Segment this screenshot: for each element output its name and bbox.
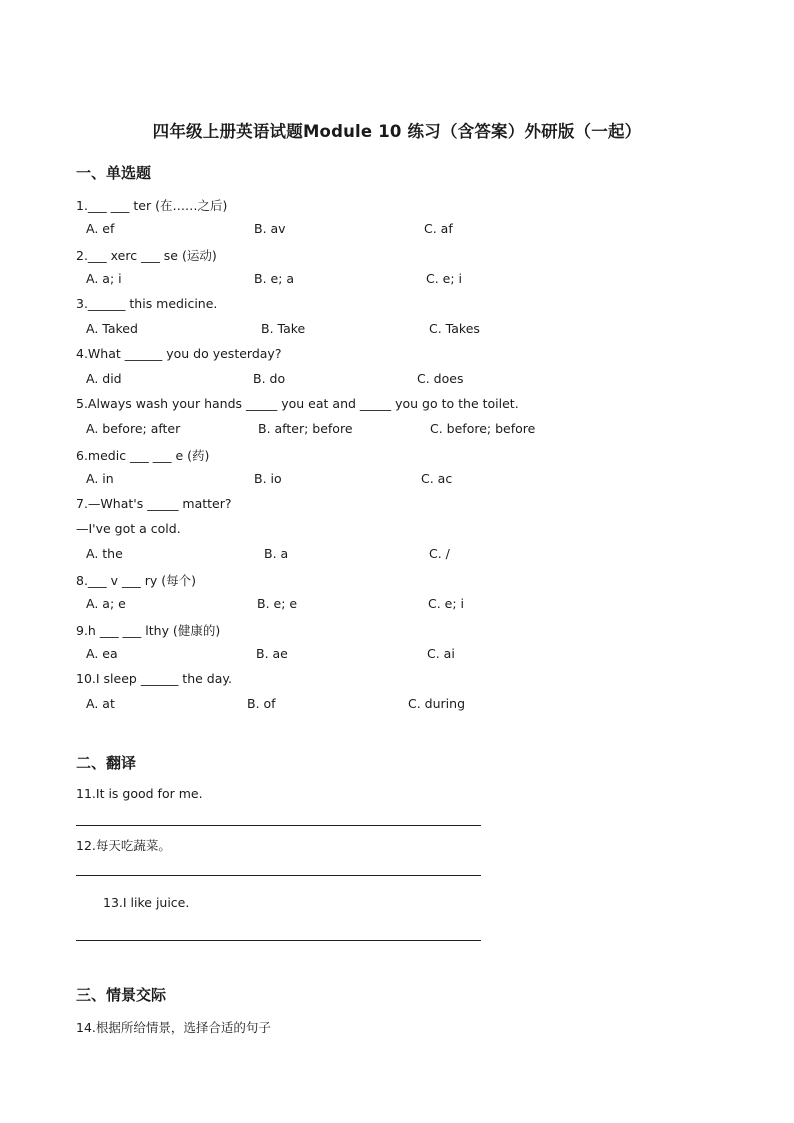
answer-line-13[interactable] [76,940,481,941]
option-b: B. e; a [254,271,295,286]
option-a: A. before; after [86,421,181,436]
section-heading-single-choice: 一、单选题 [76,164,152,182]
option-a: A. a; e [86,596,126,611]
option-b: B. io [254,471,282,486]
answer-line-11[interactable] [76,825,481,826]
page-title: 四年级上册英语试题Module 10 练习（含答案）外研版（一起） [152,122,642,141]
option-b: B. av [254,221,286,236]
option-b: B. do [253,371,286,386]
option-a: A. ef [86,221,115,236]
question-stem: 10.I sleep ______ the day. [76,671,232,686]
option-c: C. ac [421,471,453,486]
option-b: B. ae [256,646,288,661]
option-c: C. during [408,696,466,711]
option-b: B. a [264,546,289,561]
question-stem: 4.What ______ you do yesterday? [76,346,282,361]
option-c: C. e; i [428,596,465,611]
translation-item-11: 11.It is good for me. [76,786,203,801]
question-stem: 6.medic ___ ___ e (药) [76,448,210,463]
option-b: B. Take [261,321,306,336]
option-a: A. did [86,371,122,386]
situational-item-14: 14.根据所给情景，选择合适的句子 [76,1020,271,1035]
question-stem: 5.Always wash your hands _____ you eat and _____ you go to the toilet. [76,396,519,411]
answer-line-12[interactable] [76,875,481,876]
option-a: A. a; i [86,271,122,286]
option-b: B. after; before [258,421,353,436]
question-stem-reply: —I've got a cold. [76,521,181,536]
translation-item-12: 12.每天吃蔬菜。 [76,838,171,853]
option-c: C. Takes [429,321,480,336]
option-c: C. does [417,371,464,386]
section-heading-situational: 三、情景交际 [76,986,167,1004]
option-c: C. af [424,221,453,236]
question-stem: 1.___ ___ ter (在……之后) [76,198,228,213]
option-a: A. Taked [86,321,138,336]
question-stem: 2.___ xerc ___ se (运动) [76,248,217,263]
option-c: C. ai [427,646,455,661]
option-b: B. e; e [257,596,298,611]
option-c: C. / [429,546,450,561]
option-c: C. before; before [430,421,536,436]
option-a: A. at [86,696,115,711]
option-a: A. the [86,546,123,561]
translation-item-13: 13.I like juice. [103,895,190,910]
option-a: A. in [86,471,114,486]
section-heading-translation: 二、翻译 [76,754,137,772]
question-stem: 3.______ this medicine. [76,296,218,311]
option-b: B. of [247,696,276,711]
question-stem: 9.h ___ ___ lthy (健康的) [76,623,221,638]
option-c: C. e; i [426,271,463,286]
option-a: A. ea [86,646,118,661]
question-stem: 7.—What's _____ matter? [76,496,232,511]
question-stem: 8.___ v ___ ry (每个) [76,573,197,588]
